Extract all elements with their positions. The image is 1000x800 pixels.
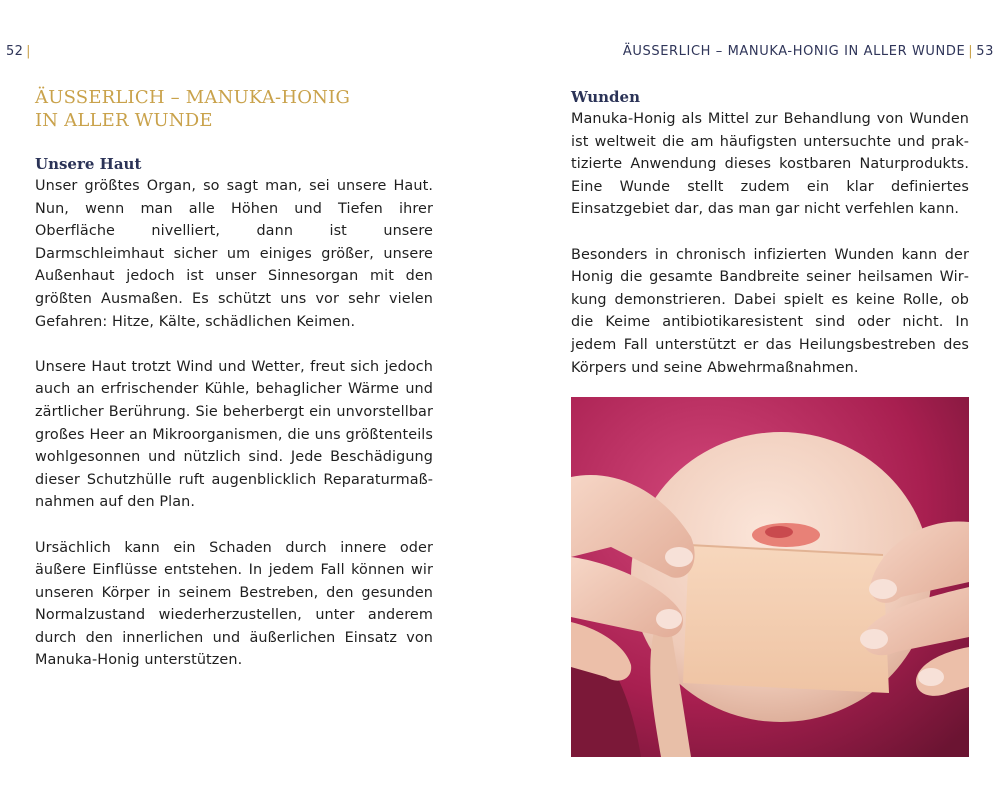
separator-bar: | [968,44,974,59]
chapter-title-line-1: ÄUSSERLICH – MANUKA-HONIG [35,87,351,108]
paragraph-2: Unsere Haut trotzt Wind und Wetter, freut sich jedoch auch an erfrischender Kühle, behaglicher Wärme und zärtlicher Berührung. Sie beherbergt ein unvorstellbar großes Heer an Mikroorganismen, die uns größtenteils wohlgesonnen und nützlich sind. Jede Beschädigung dieser Schutzhülle ruft augenblicklich Reparaturmaßnahmen auf den Plan. [35,358,433,511]
page-number-52: 52 [6,44,24,59]
paragraph-3: Ursächlich kann ein Schaden durch innere oder äußere Einflüsse entstehen. In jedem Fall können wir unseren Körper in seinem Bestreben, den gesunden Normalzustand wiederherzustellen, unter anderem durch den innerlichen und äußerlichen Einsatz von Manuka-Honig unterstützen. [35,539,433,669]
bandage-on-knee-photo [571,397,969,757]
section-heading-wunden: Wunden [571,88,640,106]
chapter-title-line-2: IN ALLER WUNDE [35,110,213,131]
section-heading-unsere-haut: Unsere Haut [35,155,142,173]
paragraph-2: Besonders in chronisch infizierten Wunden kann der Honig die gesamte Bandbreite seiner heilsamen Wirkung demonstrieren. Dabei spielt es keine Rolle, ob die Keime antibiotikaresistent sind oder nicht. In jedem Fall unterstützt er das Heilungsbestreben des Körpers und seine Abwehrmaßnahmen. [571,246,969,376]
separator-bar: | [26,44,31,59]
chapter-title [35,86,433,132]
running-head-title: ÄUSSERLICH – MANUKA-HONIG IN ALLER WUNDE [622,44,966,59]
page-number-53: 53 [976,44,994,59]
right-page-column [571,86,969,379]
paragraph-1: Manuka-Honig als Mittel zur Behandlung von Wunden ist weltweit die am häufigsten untersuchte und praktizierte Anwendung dieses kostbaren Naturprodukts. Eine Wunde stellt zudem ein klar definiertes Einsatzgebiet dar, das man gar nicht verfehlen kann. [571,111,969,218]
left-page-column [35,86,433,672]
left-page-number [6,44,34,59]
running-head [623,44,994,59]
paragraph-1: Unser größtes Organ, so sagt man, sei unsere Haut. Nun, wenn man alle Höhen und Tiefen ihrer Oberfläche nivelliert, dann ist unsere Darmschleimhaut sicher um einiges größer, unsere Außenhaut jedoch ist unser Sinnesorgan mit den größten Ausmaßen. Es schützt uns vor sehr vielen Gefahren: Hitze, Kälte, schädlichen Keimen. [35,178,433,330]
